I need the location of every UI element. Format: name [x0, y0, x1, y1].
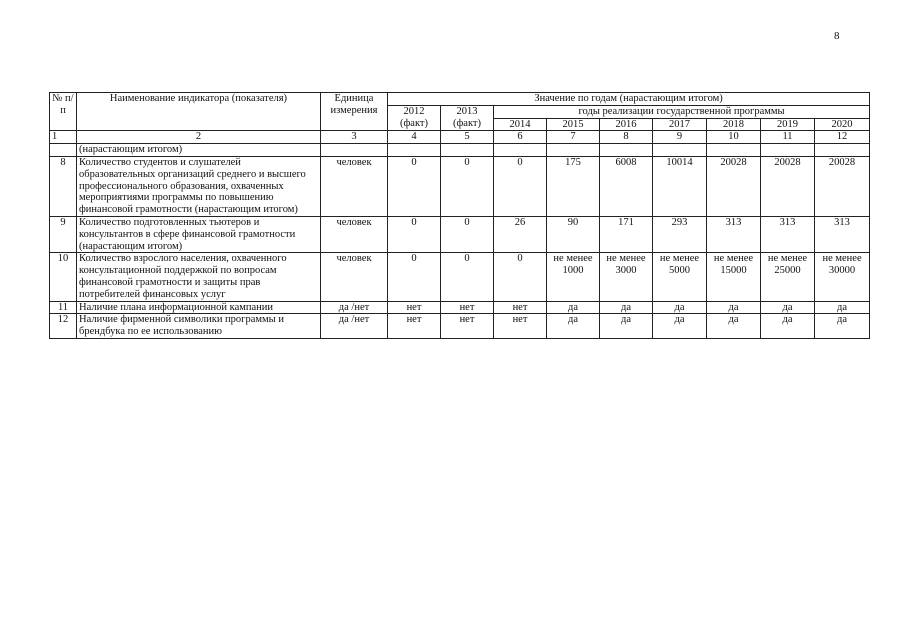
value-cell: 313: [761, 216, 815, 252]
header-year: 2018: [707, 118, 761, 131]
value-cell: 0: [441, 253, 494, 301]
unit: человек: [321, 253, 388, 301]
table-row: [50, 301, 870, 314]
header-year-2013: 2013 (факт): [441, 105, 494, 131]
value-cell: 293: [653, 216, 707, 252]
page-number: 8: [834, 30, 840, 42]
value-cell: не менее 30000: [815, 253, 870, 301]
value-cell: нет: [441, 301, 494, 314]
value-cell: 20028: [761, 156, 815, 216]
value-cell: да: [815, 314, 870, 339]
value-cell: 0: [494, 156, 547, 216]
value-cell: 313: [707, 216, 761, 252]
value-cell: 175: [547, 156, 600, 216]
value-cell: не менее 3000: [600, 253, 653, 301]
header-indicator-name: Наименование индикатора (показателя): [77, 93, 321, 131]
indicator-name: Наличие фирменной символики программы и брендбука по ее использованию: [77, 314, 321, 339]
value-cell: не менее 5000: [653, 253, 707, 301]
column-number: 8: [600, 131, 653, 144]
column-number: 7: [547, 131, 600, 144]
column-number: 5: [441, 131, 494, 144]
header-year: 2020: [815, 118, 870, 131]
value-cell: не менее 25000: [761, 253, 815, 301]
value-cell: 20028: [707, 156, 761, 216]
header-unit: Единица измерения: [321, 93, 388, 131]
column-number: 11: [761, 131, 815, 144]
value-cell: 0: [388, 156, 441, 216]
value-cell: да: [815, 301, 870, 314]
indicator-name: Количество студентов и слушателей образовательных организаций среднего и высшего профессионального образования, охваченных мероприятиями программы по повышению финансовой грамотности (нарастающим итогом): [77, 156, 321, 216]
column-numbers-row: [50, 131, 870, 144]
value-cell: нет: [388, 301, 441, 314]
value-cell: да: [707, 301, 761, 314]
row-number: 11: [50, 301, 77, 314]
value-cell: 26: [494, 216, 547, 252]
value-cell: нет: [494, 314, 547, 339]
unit: человек: [321, 216, 388, 252]
column-number: 9: [653, 131, 707, 144]
column-number: 4: [388, 131, 441, 144]
continuation-text: (нарастающим итогом): [77, 144, 321, 157]
value-cell: 0: [494, 253, 547, 301]
indicator-name: Количество подготовленных тьютеров и консультантов в сфере финансовой грамотности (нарастающим итогом): [77, 216, 321, 252]
table-row: [50, 216, 870, 252]
row-number: 9: [50, 216, 77, 252]
column-number: 2: [77, 131, 321, 144]
header-row-1: [50, 93, 870, 106]
value-cell: да: [653, 314, 707, 339]
value-cell: 6008: [600, 156, 653, 216]
value-cell: 0: [388, 253, 441, 301]
value-cell: не менее 15000: [707, 253, 761, 301]
header-year: 2019: [761, 118, 815, 131]
column-number: 12: [815, 131, 870, 144]
table-row: [50, 314, 870, 339]
column-number: 6: [494, 131, 547, 144]
value-cell: да: [547, 314, 600, 339]
value-cell: да: [547, 301, 600, 314]
unit: да /нет: [321, 314, 388, 339]
value-cell: 0: [388, 216, 441, 252]
value-cell: да: [653, 301, 707, 314]
indicator-name: Количество взрослого населения, охваченного консультационной поддержкой по вопросам финансовой грамотности и защиты прав потребителей финансовых услуг: [77, 253, 321, 301]
value-cell: да: [600, 314, 653, 339]
value-cell: нет: [494, 301, 547, 314]
header-year: 2016: [600, 118, 653, 131]
header-values-title: Значение по годам (нарастающим итогом): [388, 93, 870, 106]
continuation-row: [50, 144, 870, 157]
table-row: [50, 253, 870, 301]
unit: человек: [321, 156, 388, 216]
column-number: 3: [321, 131, 388, 144]
header-year-2012: 2012 (факт): [388, 105, 441, 131]
unit: да /нет: [321, 301, 388, 314]
column-number: 10: [707, 131, 761, 144]
value-cell: 90: [547, 216, 600, 252]
value-cell: нет: [441, 314, 494, 339]
value-cell: 0: [441, 156, 494, 216]
row-number: 8: [50, 156, 77, 216]
indicator-name: Наличие плана информационной кампании: [77, 301, 321, 314]
indicators-table: [49, 92, 870, 339]
header-program-years: годы реализации государственной программы: [494, 105, 870, 118]
value-cell: да: [600, 301, 653, 314]
header-year: 2017: [653, 118, 707, 131]
value-cell: 171: [600, 216, 653, 252]
header-year: 2014: [494, 118, 547, 131]
header-year: 2015: [547, 118, 600, 131]
value-cell: 0: [441, 216, 494, 252]
value-cell: нет: [388, 314, 441, 339]
value-cell: да: [761, 314, 815, 339]
value-cell: не менее 1000: [547, 253, 600, 301]
value-cell: 313: [815, 216, 870, 252]
column-number: 1: [50, 131, 77, 144]
table-row: [50, 156, 870, 216]
value-cell: 10014: [653, 156, 707, 216]
row-number: 12: [50, 314, 77, 339]
header-num: № п/п: [50, 93, 77, 131]
value-cell: 20028: [815, 156, 870, 216]
value-cell: да: [761, 301, 815, 314]
value-cell: да: [707, 314, 761, 339]
row-number: 10: [50, 253, 77, 301]
